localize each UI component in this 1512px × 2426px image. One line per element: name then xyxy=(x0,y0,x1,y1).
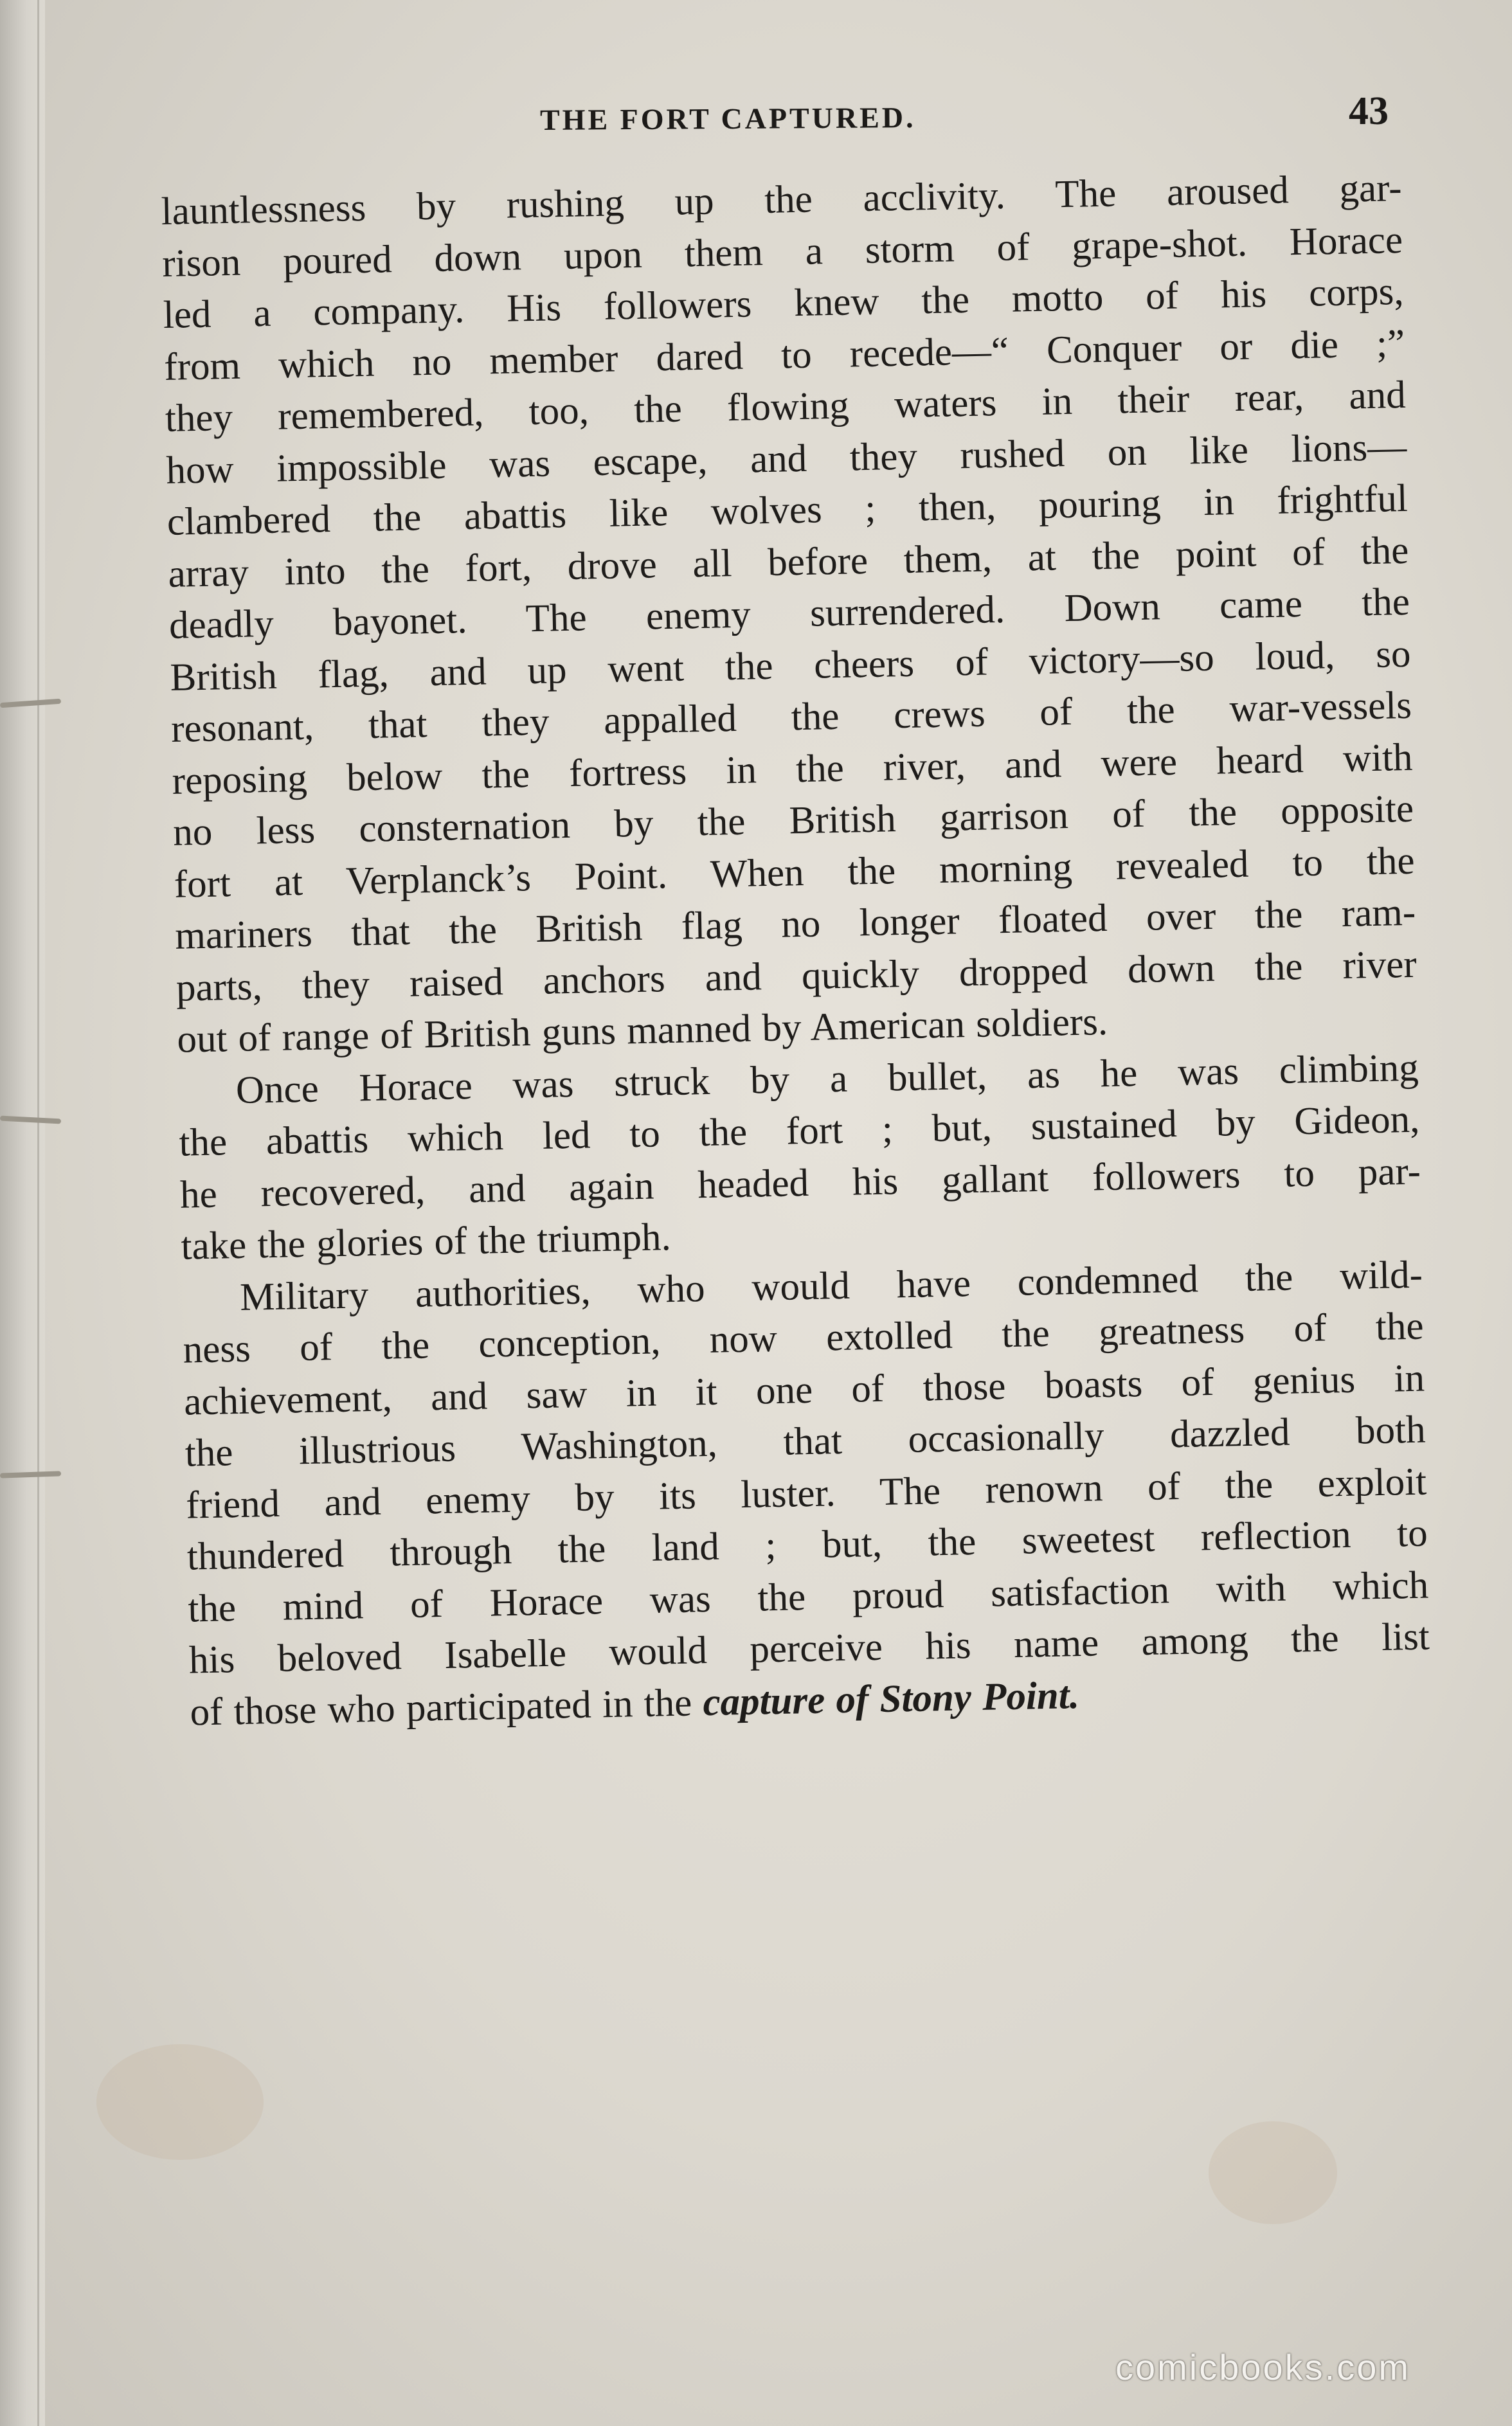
paragraph-2 xyxy=(177,1042,1422,1273)
text-line: take the glories of the triumph. xyxy=(181,1216,672,1268)
text-line: they remembered, too, the flowing waters in their rear, and xyxy=(165,373,1407,440)
text-line: reposing below the fortress in the river, and were heard with xyxy=(172,735,1414,803)
text-line: Once Horace was struck by a bullet, as he was climbing xyxy=(235,1046,1419,1112)
text-line: out of range of British guns manned by American soldiers. xyxy=(176,1000,1108,1061)
text-line: ness of the conception, now extolled the greatness of the xyxy=(183,1304,1425,1372)
text-line: British flag, and up went the cheers of victory—so loud, so xyxy=(170,632,1411,699)
text-line: his beloved Isabelle would perceive his name among the list xyxy=(188,1615,1430,1682)
text-line: launtlessness by rushing up the acclivity. The aroused gar- xyxy=(161,166,1403,233)
text-line: from which no member dared to recede—“ Conquer or die ;” xyxy=(163,321,1405,389)
text-line: led a company. His followers knew the motto of his corps, xyxy=(163,269,1405,337)
paragraph-3 xyxy=(181,1249,1431,1738)
text-line: fort at Verplanck’s Point. When the morning revealed to the xyxy=(174,839,1416,906)
page-number: 43 xyxy=(1349,89,1389,133)
final-line-italic: capture of Stony Point. xyxy=(702,1673,1080,1724)
paper-stain xyxy=(96,2044,264,2160)
watermark-text: comicbooks.com xyxy=(1115,2347,1411,2387)
text-line: rison poured down upon them a storm of grape-shot. Horace xyxy=(161,218,1403,285)
text-line: Military authorities, who would have condemned the wild- xyxy=(239,1253,1423,1319)
text-line: parts, they raised anchors and quickly dropped down the river xyxy=(176,942,1418,1010)
text-line: resonant, that they appalled the crews of the war-vessels xyxy=(170,683,1412,751)
text-line: the mind of Horace was the proud satisfaction with which xyxy=(187,1563,1429,1631)
final-line-plain: of those who participated in the xyxy=(189,1680,704,1734)
text-line: array into the fort, drove all before them, at the point of the xyxy=(167,528,1409,596)
paragraph-1 xyxy=(161,163,1418,1066)
text-line: the abattis which led to the fort ; but, sustained by Gideon, xyxy=(178,1097,1420,1165)
text-line: deadly bayonet. The enemy surrendered. Down came the xyxy=(168,580,1410,647)
text-line: he recovered, and again headed his gallant followers to par- xyxy=(179,1149,1421,1217)
fold-line xyxy=(37,0,39,2426)
text-line: clambered the abattis like wolves ; then, pouring in frightful xyxy=(166,476,1408,544)
running-head: THE FORT CAPTURED. xyxy=(539,100,916,137)
text-line: mariners that the British flag no longer floated over the ram- xyxy=(174,890,1416,958)
body-text xyxy=(161,163,1431,1739)
text-line: the illustrious Washington, that occasionally dazzled both xyxy=(184,1408,1426,1475)
text-line: achievement, and saw in it one of those boasts of genius in xyxy=(183,1356,1425,1424)
text-line: thundered through the land ; but, the sweetest reflection to xyxy=(186,1511,1428,1579)
text-line: friend and enemy by its luster. The renown of the exploit xyxy=(185,1460,1427,1527)
text-line: how impossible was escape, and they rushed on like lions— xyxy=(165,425,1407,492)
text-line: no less consternation by the British garrison of the opposite xyxy=(172,787,1414,854)
paper-stain xyxy=(1209,2121,1337,2224)
